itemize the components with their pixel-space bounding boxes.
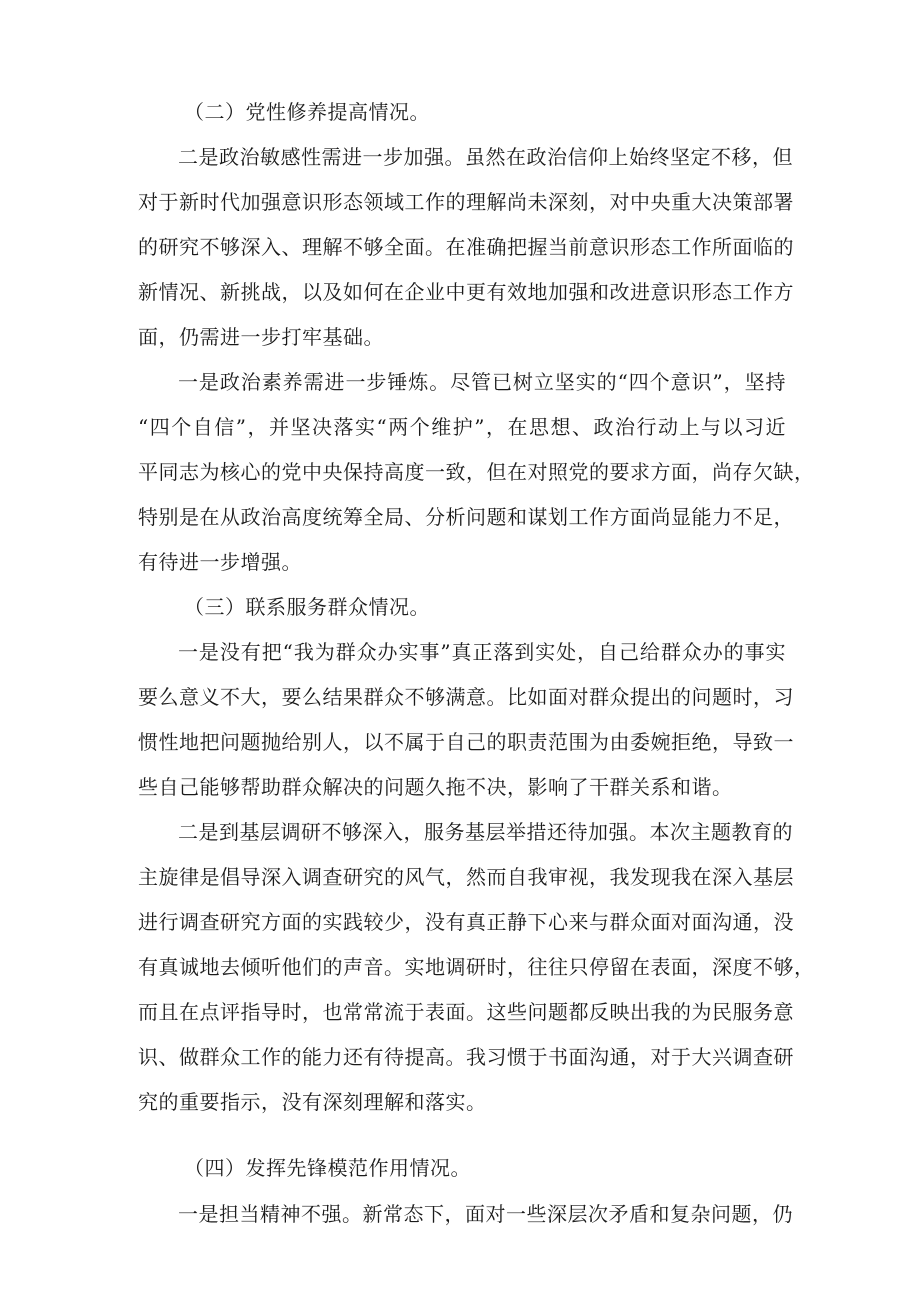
paragraph-line: 面，仍需进一步打牢基础。: [138, 325, 384, 349]
paragraph-line: 进行调查研究方面的实践较少，没有真正静下心来与群众面对面沟通，没: [138, 910, 794, 934]
paragraph-line: 识、做群众工作的能力还有待提高。我习惯于书面沟通，对于大兴调查研: [138, 1045, 794, 1069]
paragraph-line: 一是政治素养需进一步锤炼。尽管已树立坚实的“四个意识”，坚持: [178, 370, 786, 394]
paragraph-line: 主旋律是倡导深入调查研究的风气，然而自我审视，我发现我在深入基层: [138, 865, 794, 889]
section-heading-3: （三）联系服务群众情况。: [184, 595, 430, 619]
paragraph-line: 对于新时代加强意识形态领域工作的理解尚未深刻，对中央重大决策部署: [138, 190, 794, 214]
paragraph-line: 究的重要指示，没有深刻理解和落实。: [138, 1090, 487, 1114]
paragraph-line: 惯性地把问题抛给别人，以不属于自己的职责范围为由委婉拒绝，导致一: [138, 730, 794, 754]
paragraph-line: 一是没有把“我为群众办实事”真正落到实处，自己给群众办的事实: [178, 640, 786, 664]
paragraph-line: 平同志为核心的党中央保持高度一致，但在对照党的要求方面，尚存欠缺，: [138, 460, 815, 484]
paragraph-line: 有真诚地去倾听他们的声音。实地调研时，往往只停留在表面，深度不够，: [138, 955, 815, 979]
paragraph-line: 有待进一步增强。: [138, 550, 302, 574]
paragraph-line: 特别是在从政治高度统筹全局、分析问题和谋划工作方面尚显能力不足，: [138, 505, 794, 529]
paragraph-line: 二是政治敏感性需进一步加强。虽然在政治信仰上始终坚定不移，但: [178, 145, 793, 169]
paragraph-line: 新情况、新挑战，以及如何在企业中更有效地加强和改进意识形态工作方: [138, 280, 794, 304]
section-heading-2: （二）党性修养提高情况。: [184, 100, 430, 124]
paragraph-line: “四个自信”，并坚决落实“两个维护”，在思想、政治行动上与以习近: [138, 415, 786, 439]
paragraph-line: 的研究不够深入、理解不够全面。在准确把握当前意识形态工作所面临的: [138, 235, 794, 259]
paragraph-line: 二是到基层调研不够深入，服务基层举措还待加强。本次主题教育的: [178, 820, 793, 844]
paragraph-line: 而且在点评指导时，也常常流于表面。这些问题都反映出我的为民服务意: [138, 1000, 794, 1024]
paragraph-line: 要么意义不大，要么结果群众不够满意。比如面对群众提出的问题时，习: [138, 685, 794, 709]
paragraph-line: 些自己能够帮助群众解决的问题久拖不决，影响了干群关系和谐。: [138, 775, 733, 799]
section-heading-4: （四）发挥先锋模范作用情况。: [184, 1156, 471, 1180]
paragraph-line: 一是担当精神不强。新常态下，面对一些深层次矛盾和复杂问题，仍: [178, 1202, 793, 1226]
